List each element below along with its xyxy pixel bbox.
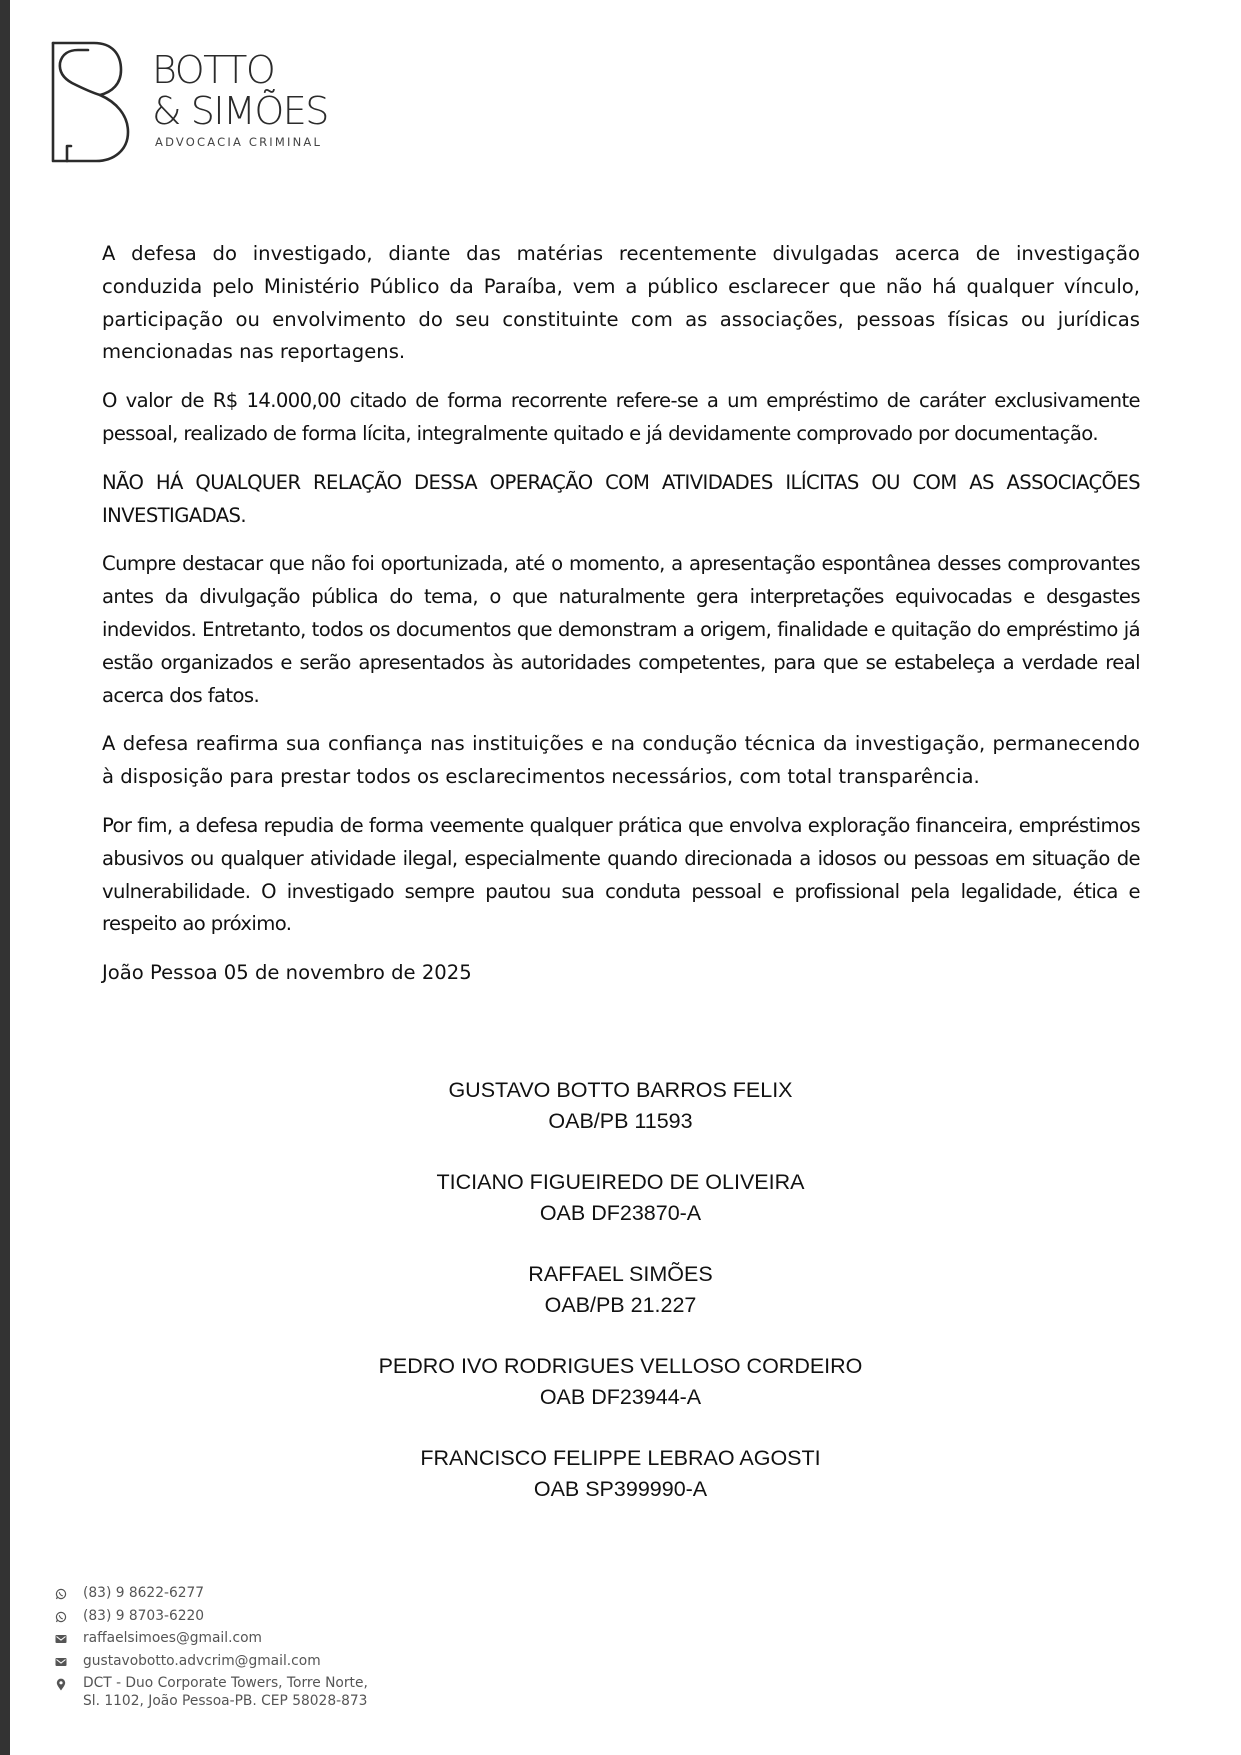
mail-icon [54, 1655, 68, 1669]
whatsapp-icon [54, 1587, 68, 1601]
brand-subtitle: ADVOCACIA CRIMINAL [155, 135, 323, 149]
whatsapp-icon [54, 1610, 68, 1624]
contact-phone-2 [54, 1607, 368, 1630]
contact-address [54, 1674, 368, 1710]
signer-oab: OAB/PB 11593 [548, 1108, 693, 1133]
signer-oab: OAB DF23944-A [539, 1384, 702, 1409]
signature [0, 1259, 1241, 1320]
signer-name: PEDRO IVO RODRIGUES VELLOSO CORDEIRO [378, 1354, 863, 1378]
paragraph-3: NÃO HÁ QUALQUER RELAÇÃO DESSA OPERAÇÃO COM ATIVIDADES ILÍCITAS OU COM AS ASSOCIAÇÕES INVESTIGADAS. [102, 470, 1140, 527]
contact-footer [54, 1584, 368, 1710]
address-text [83, 1674, 368, 1710]
paragraph-6: Por fim, a defesa repudia de forma veemente qualquer prática que envolva exploração financeira, empréstimos abusivos ou qualquer atividade ilegal, especialmente quando direcionada a idosos ou pessoas em situação de vulnerabilidade. O investigado sempre pautou sua conduta pessoal e profissional pela legalidade, ética e respeito ao próximo. [102, 813, 1140, 936]
address-line-1: DCT - Duo Corporate Towers, Torre Norte, [83, 1675, 368, 1691]
phone-number[interactable]: (83) 9 8622-6277 [83, 1585, 205, 1601]
signature [0, 1351, 1241, 1412]
signer-name: FRANCISCO FELIPPE LEBRAO AGOSTI [420, 1446, 821, 1470]
signer-oab: OAB SP399990-A [533, 1476, 708, 1501]
brand-line-2: & SIMÕES [152, 89, 328, 133]
brand-name [152, 50, 328, 132]
signer-name: TICIANO FIGUEIREDO DE OLIVEIRA [436, 1170, 805, 1194]
signature [0, 1167, 1241, 1228]
paragraph-5: A defesa reafirma sua confiança nas instituições e na condução técnica da investigação, permanecendo à disposição para prestar todos os esclarecimentos necessários, com total transparência. [102, 732, 1140, 789]
location-pin-icon [54, 1677, 68, 1691]
contact-phone-1 [54, 1584, 368, 1607]
statement-body [102, 238, 1140, 990]
signer-oab: OAB/PB 21.227 [544, 1292, 697, 1317]
signer-name: GUSTAVO BOTTO BARROS FELIX [448, 1078, 793, 1102]
signature-block [0, 1075, 1241, 1535]
paragraph-1: A defesa do investigado, diante das matérias recentemente divulgadas acerca de investigação conduzida pelo Ministério Público da Paraíba, vem a público esclarecer que não há qualquer vínculo, participação ou envolvimento do seu constituinte com as associações, pessoas físicas ou jurídicas mencionadas nas reportagens. [102, 242, 1140, 364]
email-address[interactable]: raffaelsimoes@gmail.com [83, 1630, 262, 1646]
mail-icon [54, 1632, 68, 1646]
paragraph-2: O valor de R$ 14.000,00 citado de forma recorrente refere-se a um empréstimo de caráter exclusivamente pessoal, realizado de forma lícita, integralmente quitado e já devidamente comprovado por documentação. [102, 389, 1140, 445]
contact-email-1 [54, 1629, 368, 1652]
signature [0, 1443, 1241, 1504]
phone-number[interactable]: (83) 9 8703-6220 [83, 1607, 205, 1624]
email-address[interactable]: gustavobotto.advcrim@gmail.com [83, 1652, 321, 1669]
address-line-2: Sl. 1102, João Pessoa-PB. CEP 58028-873 [83, 1693, 368, 1709]
signature [0, 1075, 1241, 1136]
brand-line-1: BOTTO [152, 48, 275, 92]
contact-email-2 [54, 1652, 368, 1675]
date-line: João Pessoa 05 de novembro de 2025 [102, 961, 472, 985]
paragraph-4: Cumpre destacar que não foi oportunizada, até o momento, a apresentação espontânea desses comprovantes antes da divulgação pública do tema, o que naturalmente gera interpretações equivocadas e desgastes indevidos. Entretanto, todos os documentos que demonstram a origem, finalidade e quitação do empréstimo já estão organizados e serão apresentados às autoridades competentes, para que se estabeleça a verdade real acerca dos fatos. [102, 552, 1140, 707]
bs-logo-icon [50, 40, 134, 166]
signer-oab: OAB DF23870-A [539, 1200, 702, 1225]
signer-name: RAFFAEL SIMÕES [528, 1262, 713, 1286]
